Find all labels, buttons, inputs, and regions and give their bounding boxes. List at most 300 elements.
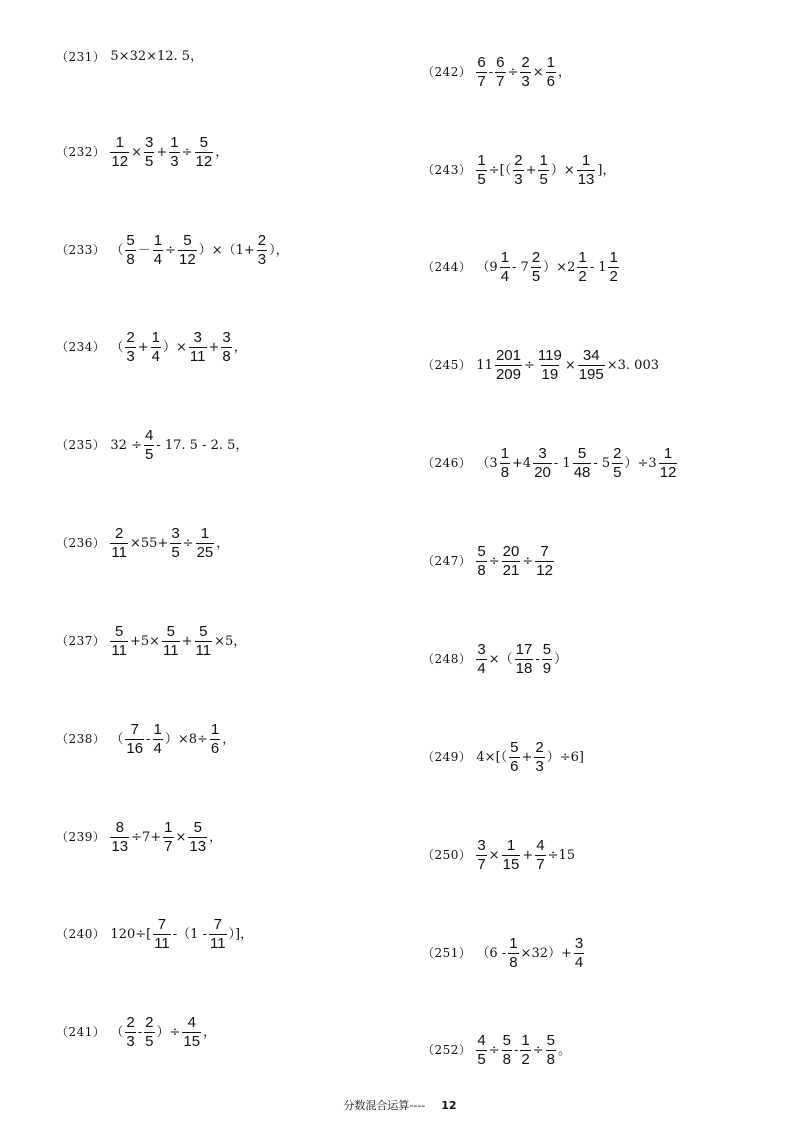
- denominator: 5: [539, 170, 548, 188]
- denominator: 11: [189, 347, 206, 365]
- problem-number: （244）: [422, 260, 472, 275]
- denominator: 6: [546, 72, 555, 90]
- denominator: 8: [477, 561, 486, 579]
- denominator: 12: [111, 152, 129, 170]
- page-number: 12: [441, 1099, 457, 1112]
- denominator: 20: [534, 463, 551, 481]
- numerator: 5: [510, 739, 519, 756]
- numerator: 5: [193, 819, 202, 836]
- problem-right-10: [422, 1033, 572, 1068]
- expr-text: ÷: [181, 144, 193, 160]
- fraction: [533, 446, 552, 481]
- numerator: 4: [187, 1014, 196, 1031]
- expr-text: ÷: [165, 242, 177, 258]
- fraction: [188, 820, 207, 855]
- expr-text: ÷[（: [488, 162, 512, 178]
- denominator: 13: [577, 170, 595, 188]
- numerator: 1: [153, 721, 162, 738]
- denominator: 5: [145, 152, 154, 170]
- expr-text: （6 -: [476, 945, 507, 961]
- fraction: [520, 55, 530, 90]
- fraction: [144, 1015, 154, 1050]
- problem-left-0: [56, 50, 204, 63]
- expr-text: ，: [203, 1024, 217, 1040]
- denominator: 18: [515, 659, 533, 677]
- numerator: 1: [521, 1032, 530, 1049]
- problem-left-10: [56, 1015, 217, 1050]
- numerator: 2: [535, 739, 544, 756]
- numerator: 6: [477, 54, 486, 71]
- fraction: [189, 330, 207, 365]
- denominator: 5: [531, 267, 541, 285]
- fraction: [476, 153, 486, 188]
- fraction: [195, 624, 213, 659]
- fraction: [612, 446, 622, 481]
- expr-text: +: [521, 749, 533, 765]
- fraction: [535, 544, 554, 579]
- denominator: 25: [196, 543, 214, 561]
- numerator: 1: [500, 249, 510, 266]
- denominator: 21: [502, 561, 520, 579]
- fraction: [538, 153, 548, 188]
- numerator: 5: [502, 1032, 511, 1049]
- expr-text: ）×: [163, 339, 187, 355]
- expr-text: ）×2: [543, 259, 576, 275]
- fraction: [502, 838, 521, 873]
- denominator: 13: [111, 837, 129, 855]
- problem-number: （239）: [56, 830, 106, 845]
- numerator: 3: [171, 525, 180, 542]
- problem-right-9: [422, 936, 585, 971]
- fraction: [210, 722, 220, 757]
- fraction: [502, 1033, 512, 1068]
- expr-text: ×: [131, 144, 142, 160]
- numerator: 5: [542, 641, 552, 658]
- problem-right-1: [422, 153, 616, 188]
- denominator: 7: [536, 855, 545, 873]
- numerator: 2: [613, 445, 622, 462]
- denominator: 7: [477, 855, 486, 873]
- denominator: 3: [170, 152, 179, 170]
- fraction: [153, 917, 171, 952]
- expr-text: ×5，: [214, 633, 247, 649]
- expr-text: 4×[（: [476, 749, 508, 765]
- problem-number: （252）: [422, 1043, 472, 1058]
- fraction: [178, 233, 197, 268]
- denominator: 8: [509, 953, 518, 971]
- fraction: [542, 642, 552, 677]
- fraction: [495, 348, 522, 383]
- expr-text: ]，: [597, 162, 616, 178]
- numerator: 1: [578, 249, 587, 266]
- fraction: [196, 526, 215, 561]
- problem-left-2: [56, 233, 290, 268]
- problem-right-8: [422, 838, 576, 873]
- numerator: 3: [538, 445, 547, 462]
- numerator: 1: [663, 445, 673, 462]
- fraction: [110, 526, 128, 561]
- problem-left-6: [56, 624, 247, 659]
- numerator: 3: [193, 329, 202, 346]
- denominator: 5: [477, 1050, 486, 1068]
- problem-number: （247）: [422, 554, 472, 569]
- numerator: 2: [115, 525, 124, 542]
- numerator: 5: [577, 445, 587, 462]
- numerator: 7: [130, 721, 139, 738]
- denominator: 11: [209, 934, 226, 952]
- expr-text: ，: [558, 64, 572, 80]
- fraction: [495, 55, 505, 90]
- denominator: 3: [126, 1032, 135, 1050]
- fraction: [110, 820, 129, 855]
- expr-text: -（1 -: [172, 926, 207, 942]
- denominator: 4: [500, 267, 510, 285]
- expr-text: ÷7+: [131, 829, 162, 845]
- numerator: 7: [540, 543, 549, 560]
- problem-right-2: [422, 250, 620, 285]
- numerator: 2: [257, 232, 267, 249]
- expr-text: （: [110, 339, 124, 355]
- problem-left-8: [56, 820, 223, 855]
- expr-text: - 1: [553, 455, 571, 471]
- expr-text: ×: [564, 357, 576, 373]
- expr-text: （: [110, 242, 124, 258]
- numerator: 20: [502, 543, 520, 560]
- problem-number: （251）: [422, 946, 472, 961]
- expr-text: ）×8÷: [164, 731, 208, 747]
- fraction: [513, 153, 523, 188]
- fraction: [110, 624, 128, 659]
- expr-text: ÷: [532, 1042, 544, 1058]
- expr-text: ÷: [522, 553, 534, 569]
- expr-text: ×（: [488, 651, 513, 667]
- numerator: 1: [581, 152, 591, 169]
- expr-text: - 1: [589, 259, 607, 275]
- problem-left-7: [56, 722, 236, 757]
- denominator: 11: [195, 641, 212, 659]
- denominator: 12: [536, 561, 553, 579]
- denominator: 5: [144, 445, 154, 463]
- fraction: [546, 55, 556, 90]
- fraction: [170, 526, 180, 561]
- fraction: [535, 838, 545, 873]
- problem-number: （249）: [422, 750, 472, 765]
- problem-number: （237）: [56, 634, 106, 649]
- numerator: 1: [546, 54, 555, 71]
- fraction: [500, 446, 510, 481]
- expr-text: ，: [216, 535, 230, 551]
- expr-text: ÷: [523, 357, 535, 373]
- denominator: 3: [521, 72, 530, 90]
- fraction: [573, 446, 592, 481]
- denominator: 195: [578, 365, 604, 383]
- numerator: 2: [126, 329, 135, 346]
- problem-left-5: [56, 526, 230, 561]
- expr-text: ，: [215, 144, 229, 160]
- problem-number: （240）: [56, 927, 106, 942]
- numerator: 3: [145, 134, 154, 151]
- expr-text: ）÷3: [624, 455, 657, 471]
- problem-number: （238）: [56, 732, 106, 747]
- denominator: 9: [542, 659, 552, 677]
- expr-text: 32 ÷: [110, 437, 142, 453]
- fraction: [520, 1033, 530, 1068]
- denominator: 6: [510, 757, 519, 775]
- numerator: 2: [126, 1014, 135, 1031]
- denominator: 19: [541, 365, 559, 383]
- problem-number: （245）: [422, 358, 472, 373]
- problem-number: （231）: [56, 49, 106, 64]
- numerator: 7: [213, 916, 222, 933]
- denominator: 209: [495, 365, 521, 383]
- denominator: 4: [153, 739, 162, 757]
- expr-text: ，: [209, 829, 223, 845]
- numerator: 1: [210, 721, 220, 738]
- expr-text: -: [137, 1024, 143, 1040]
- numerator: 201: [495, 347, 521, 364]
- numerator: 6: [496, 54, 505, 71]
- expr-text: ÷: [507, 64, 519, 80]
- numerator: 1: [500, 445, 510, 462]
- fraction: [153, 722, 163, 757]
- expr-text: +: [208, 339, 220, 355]
- numerator: 1: [170, 134, 179, 151]
- fraction: [515, 642, 534, 677]
- denominator: 4: [153, 250, 163, 268]
- numerator: 5: [199, 134, 209, 151]
- expr-text: +4: [512, 455, 532, 471]
- expr-text: ）÷6]: [546, 749, 584, 765]
- problem-right-7: [422, 740, 585, 775]
- fraction: [608, 250, 618, 285]
- expr-text: ×55+: [129, 535, 169, 551]
- numerator: 5: [126, 232, 135, 249]
- denominator: 4: [477, 659, 486, 677]
- denominator: 7: [164, 837, 173, 855]
- expr-text: （: [110, 1024, 124, 1040]
- denominator: 8: [222, 347, 231, 365]
- denominator: 16: [126, 739, 144, 757]
- numerator: 1: [477, 152, 486, 169]
- denominator: 11: [154, 934, 170, 952]
- numerator: 4: [477, 1032, 486, 1049]
- numerator: 1: [153, 232, 163, 249]
- denominator: 5: [171, 543, 180, 561]
- numerator: 5: [477, 543, 486, 560]
- fraction: [577, 153, 596, 188]
- denominator: 2: [578, 267, 587, 285]
- problem-number: （242）: [422, 65, 472, 80]
- fraction: [169, 135, 179, 170]
- denominator: 8: [126, 250, 135, 268]
- fraction: [476, 838, 486, 873]
- numerator: 1: [609, 249, 618, 266]
- expr-text: ×: [532, 64, 544, 80]
- expr-text: ×: [175, 829, 187, 845]
- fraction: [476, 55, 486, 90]
- expr-text: ，: [233, 339, 247, 355]
- problem-left-4: [56, 428, 249, 463]
- problem-number: （246）: [422, 456, 472, 471]
- denominator: 15: [502, 855, 520, 873]
- problem-number: （233）: [56, 243, 106, 258]
- fraction: [476, 544, 486, 579]
- expr-text: ×32）+: [520, 945, 572, 961]
- expr-text: ），: [269, 242, 289, 258]
- expr-text: －: [137, 242, 151, 258]
- numerator: 1: [115, 134, 124, 151]
- expr-text: +: [525, 162, 537, 178]
- denominator: 3: [535, 757, 544, 775]
- fraction: [209, 917, 227, 952]
- numerator: 4: [144, 427, 154, 444]
- fraction: [578, 348, 605, 383]
- numerator: 1: [509, 935, 518, 952]
- expr-text: -: [514, 1042, 519, 1058]
- fraction: [144, 428, 154, 463]
- expr-text: ×: [488, 847, 500, 863]
- fraction: [257, 233, 267, 268]
- numerator: 3: [222, 329, 231, 346]
- denominator: 6: [210, 739, 220, 757]
- numerator: 3: [574, 935, 584, 952]
- fraction: [534, 740, 544, 775]
- numerator: 2: [145, 1014, 154, 1031]
- expr-text: - 7: [512, 259, 529, 275]
- numerator: 1: [151, 329, 161, 346]
- denominator: 12: [195, 152, 213, 170]
- denominator: 5: [477, 170, 486, 188]
- expr-text: +: [156, 144, 168, 160]
- expr-text: ，: [222, 731, 236, 747]
- denominator: 8: [502, 1050, 511, 1068]
- problem-number: （232）: [56, 145, 106, 160]
- expr-text: ÷15: [547, 847, 576, 863]
- numerator: 119: [537, 347, 562, 364]
- fraction: [163, 820, 173, 855]
- expr-text: - 17. 5 - 2. 5，: [156, 437, 249, 453]
- numerator: 8: [115, 819, 124, 836]
- expr-text: （9: [476, 259, 498, 275]
- numerator: 7: [157, 916, 167, 933]
- expr-text: 。: [558, 1042, 572, 1058]
- fraction: [476, 1033, 486, 1068]
- numerator: 4: [536, 837, 545, 854]
- fraction: [500, 250, 510, 285]
- fraction: [659, 446, 678, 481]
- fraction: [577, 250, 587, 285]
- problem-number: （234）: [56, 340, 106, 355]
- expr-text: +: [137, 339, 149, 355]
- numerator: 5: [199, 623, 208, 640]
- numerator: 2: [521, 54, 530, 71]
- expr-text: 120÷[: [110, 926, 152, 942]
- problem-left-9: [56, 917, 254, 952]
- denominator: 3: [257, 250, 267, 268]
- expr-text: （: [110, 731, 124, 747]
- numerator: 1: [539, 152, 548, 169]
- expr-text: 5×32×12. 5，: [110, 49, 204, 64]
- denominator: 48: [573, 463, 591, 481]
- expr-text: ）]，: [228, 926, 254, 942]
- expr-text: +5×: [129, 633, 161, 649]
- fraction: [476, 642, 486, 677]
- numerator: 17: [515, 641, 533, 658]
- expr-text: ÷: [488, 553, 500, 569]
- denominator: 15: [183, 1032, 201, 1050]
- denominator: 13: [189, 837, 207, 855]
- denominator: 7: [477, 72, 486, 90]
- numerator: 3: [477, 641, 486, 658]
- expr-text: ）: [554, 651, 568, 667]
- problem-right-4: [422, 446, 678, 481]
- numerator: 5: [115, 623, 124, 640]
- numerator: 2: [531, 249, 541, 266]
- fraction: [221, 330, 231, 365]
- denominator: 2: [521, 1050, 530, 1068]
- fraction: [144, 135, 154, 170]
- fraction: [195, 135, 214, 170]
- denominator: 7: [496, 72, 505, 90]
- numerator: 2: [514, 152, 523, 169]
- expr-text: ÷: [488, 1042, 500, 1058]
- problem-number: （250）: [422, 848, 472, 863]
- expr-text: ）÷: [156, 1024, 181, 1040]
- expr-text: ÷: [182, 535, 194, 551]
- expr-text: ）×: [550, 162, 575, 178]
- numerator: 5: [183, 232, 192, 249]
- fraction: [125, 1015, 135, 1050]
- denominator: 3: [126, 347, 135, 365]
- numerator: 3: [477, 837, 486, 854]
- fraction: [125, 233, 135, 268]
- problem-number: （241）: [56, 1025, 106, 1040]
- expr-text: ）×（1+: [198, 242, 255, 258]
- numerator: 1: [506, 837, 516, 854]
- fraction: [508, 936, 518, 971]
- problem-number: （243）: [422, 163, 472, 178]
- denominator: 5: [145, 1032, 154, 1050]
- expr-text: - 5: [593, 455, 611, 471]
- problem-right-3: [422, 348, 660, 383]
- fraction: [537, 348, 563, 383]
- numerator: 5: [166, 623, 175, 640]
- fraction: [531, 250, 541, 285]
- problem-left-1: [56, 135, 229, 170]
- numerator: 1: [200, 525, 210, 542]
- problem-number: （236）: [56, 536, 106, 551]
- fraction: [110, 135, 129, 170]
- numerator: 34: [582, 347, 600, 364]
- expr-text: +: [181, 633, 193, 649]
- fraction: [151, 330, 161, 365]
- expr-text: ×3. 003: [606, 357, 659, 373]
- page-footer: [0, 1097, 800, 1113]
- fraction: [162, 624, 180, 659]
- denominator: 2: [609, 267, 618, 285]
- expr-text: +: [522, 847, 534, 863]
- denominator: 5: [613, 463, 622, 481]
- expr-text: -: [535, 651, 540, 667]
- numerator: 1: [164, 819, 173, 836]
- denominator: 12: [659, 463, 677, 481]
- expr-text: -: [146, 731, 151, 747]
- denominator: 11: [111, 543, 127, 561]
- numerator: 5: [546, 1032, 555, 1049]
- problem-right-5: [422, 544, 555, 579]
- problem-right-6: [422, 642, 568, 677]
- fraction: [125, 722, 144, 757]
